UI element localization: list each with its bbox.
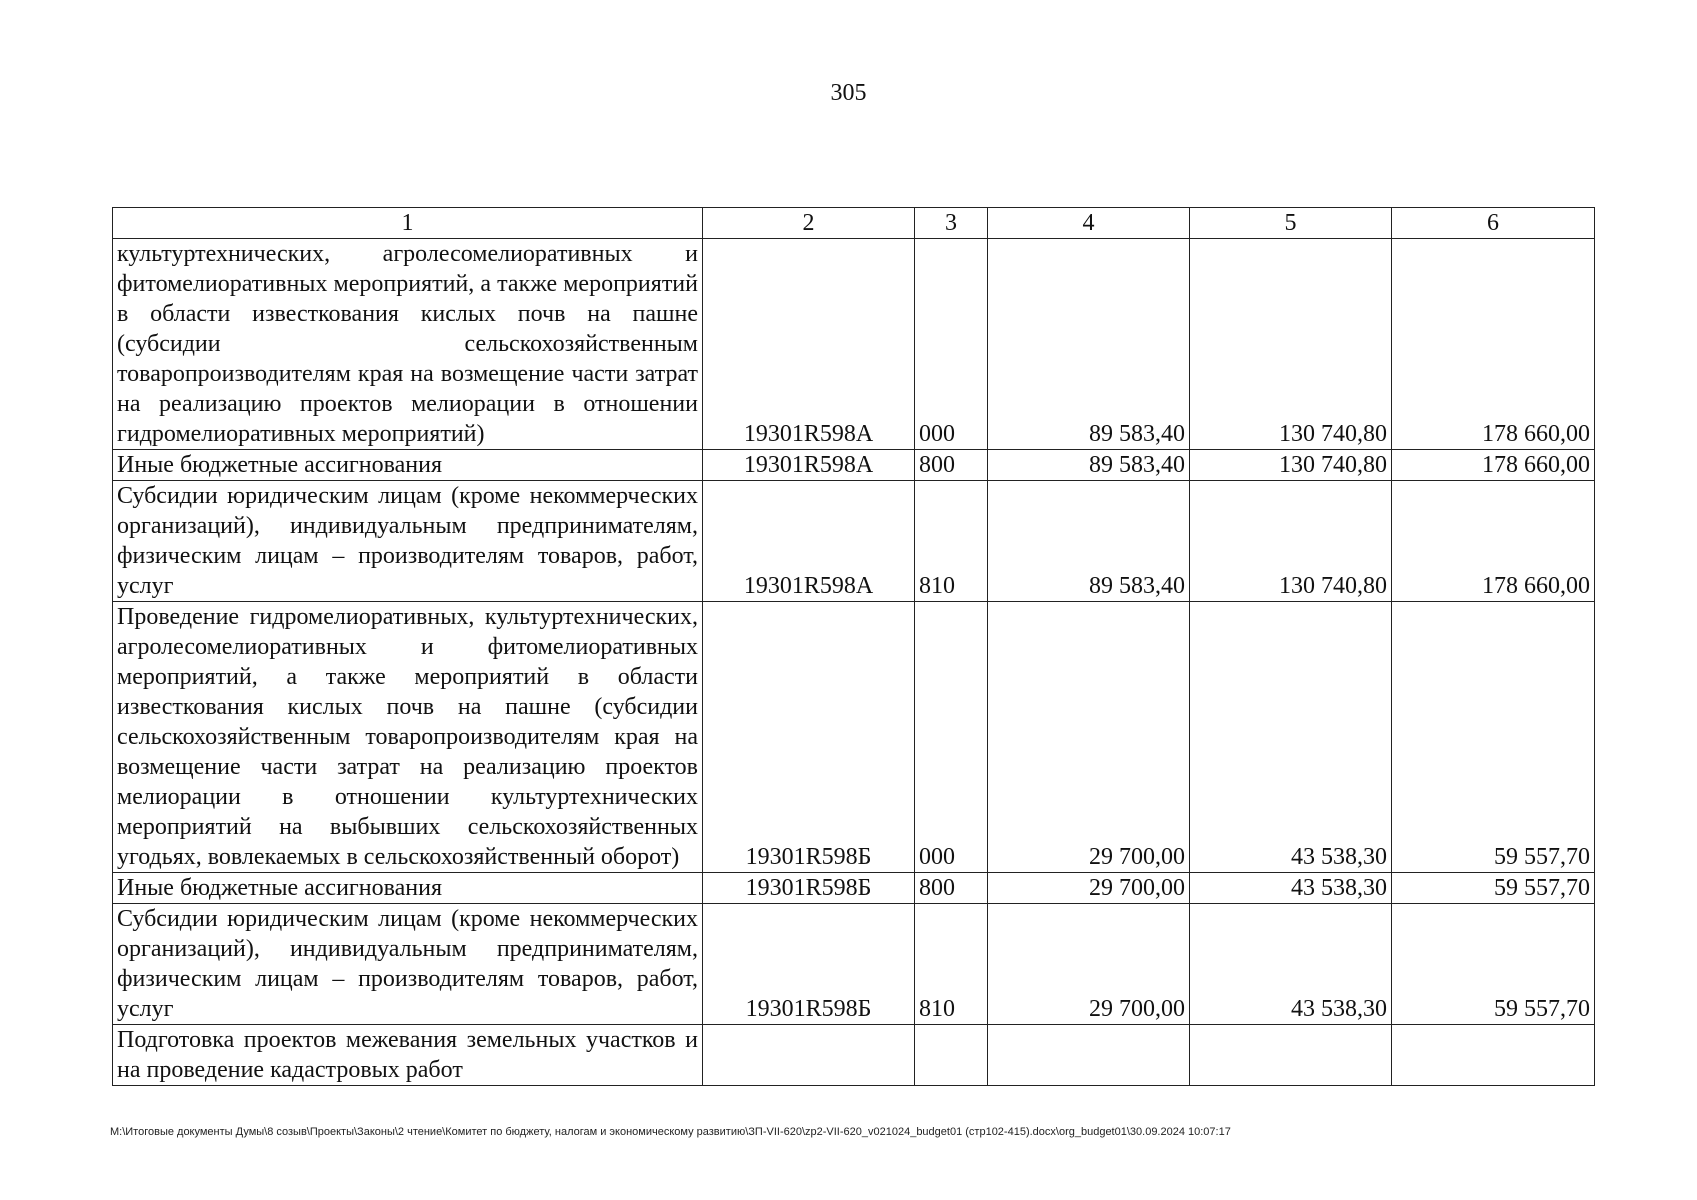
row-name: Субсидии юридическим лицам (кроме некоммерческих организаций), индивидуальным предпринимателям, физическим лицам – производителям товаров, работ, услуг bbox=[113, 481, 703, 602]
row-value-4: 89 583,40 bbox=[988, 239, 1190, 450]
row-value-5 bbox=[1190, 1025, 1392, 1086]
row-name: Субсидии юридическим лицам (кроме некоммерческих организаций), индивидуальным предпринимателям, физическим лицам – производителям товаров, работ, услуг bbox=[113, 904, 703, 1025]
row-expense-type: 000 bbox=[915, 239, 988, 450]
row-name: Иные бюджетные ассигнования bbox=[113, 450, 703, 481]
row-value-6 bbox=[1392, 1025, 1595, 1086]
row-value-6: 178 660,00 bbox=[1392, 239, 1595, 450]
row-value-4: 89 583,40 bbox=[988, 450, 1190, 481]
col-header-6: 6 bbox=[1392, 208, 1595, 239]
row-code: 19301R598Б bbox=[703, 873, 915, 904]
table-row bbox=[113, 602, 1595, 873]
row-code: 19301R598Б bbox=[703, 602, 915, 873]
row-name: Иные бюджетные ассигнования bbox=[113, 873, 703, 904]
row-code: 19301R598Б bbox=[703, 904, 915, 1025]
file-path-footer: M:\Итоговые документы Думы\8 созыв\Проекты\Законы\2 чтение\Комитет по бюджету, налогам и экономическому развитию\ЗП-VII-620\zp2-VII-620_v021024_budget01 (стр102-415).docx\org_budget01\30.09.2024 10:07:17 bbox=[110, 1126, 1231, 1138]
row-value-6: 178 660,00 bbox=[1392, 481, 1595, 602]
row-expense-type: 800 bbox=[915, 873, 988, 904]
row-name: Проведение гидромелиоративных, культуртехнических, агролесомелиоративных и фитомелиоративных мероприятий, а также мероприятий в области известкования кислых почв на пашне (субсидии сельскохозяйственным товаропроизводителям края на возмещение части затрат на реализацию проектов мелиорации в отношении культуртехнических мероприятий на выбывших сельскохозяйственных угодьях, вовлекаемых в сельскохозяйственный оборот) bbox=[113, 602, 703, 873]
row-code: 19301R598А bbox=[703, 481, 915, 602]
row-value-6: 178 660,00 bbox=[1392, 450, 1595, 481]
row-name: Подготовка проектов межевания земельных участков и на проведение кадастровых работ bbox=[113, 1025, 703, 1086]
row-value-6: 59 557,70 bbox=[1392, 873, 1595, 904]
row-value-5: 43 538,30 bbox=[1190, 602, 1392, 873]
col-header-2: 2 bbox=[703, 208, 915, 239]
row-value-5: 130 740,80 bbox=[1190, 450, 1392, 481]
row-value-4: 29 700,00 bbox=[988, 602, 1190, 873]
table-row bbox=[113, 450, 1595, 481]
row-code bbox=[703, 1025, 915, 1086]
row-expense-type: 800 bbox=[915, 450, 988, 481]
row-value-6: 59 557,70 bbox=[1392, 602, 1595, 873]
col-header-5: 5 bbox=[1190, 208, 1392, 239]
row-value-6: 59 557,70 bbox=[1392, 904, 1595, 1025]
table-row bbox=[113, 1025, 1595, 1086]
table-row bbox=[113, 239, 1595, 450]
row-value-4: 29 700,00 bbox=[988, 873, 1190, 904]
row-name: культуртехнических, агролесомелиоративных и фитомелиоративных мероприятий, а также мероприятий в области известкования кислых почв на пашне (субсидии сельскохозяйственным товаропроизводителям края на возмещение части затрат на реализацию проектов мелиорации в отношении гидромелиоративных мероприятий) bbox=[113, 239, 703, 450]
page-number: 305 bbox=[830, 80, 867, 106]
row-expense-type: 000 bbox=[915, 602, 988, 873]
table-row bbox=[113, 873, 1595, 904]
row-code: 19301R598А bbox=[703, 239, 915, 450]
col-header-4: 4 bbox=[988, 208, 1190, 239]
col-header-3: 3 bbox=[915, 208, 988, 239]
row-value-5: 43 538,30 bbox=[1190, 873, 1392, 904]
col-header-1: 1 bbox=[113, 208, 703, 239]
budget-table bbox=[112, 207, 1595, 1086]
row-code: 19301R598А bbox=[703, 450, 915, 481]
row-expense-type bbox=[915, 1025, 988, 1086]
row-value-4 bbox=[988, 1025, 1190, 1086]
row-value-5: 43 538,30 bbox=[1190, 904, 1392, 1025]
table-row bbox=[113, 904, 1595, 1025]
row-value-5: 130 740,80 bbox=[1190, 481, 1392, 602]
row-expense-type: 810 bbox=[915, 904, 988, 1025]
row-value-5: 130 740,80 bbox=[1190, 239, 1392, 450]
row-expense-type: 810 bbox=[915, 481, 988, 602]
row-value-4: 89 583,40 bbox=[988, 481, 1190, 602]
row-value-4: 29 700,00 bbox=[988, 904, 1190, 1025]
header-row bbox=[113, 208, 1595, 239]
table-row bbox=[113, 481, 1595, 602]
